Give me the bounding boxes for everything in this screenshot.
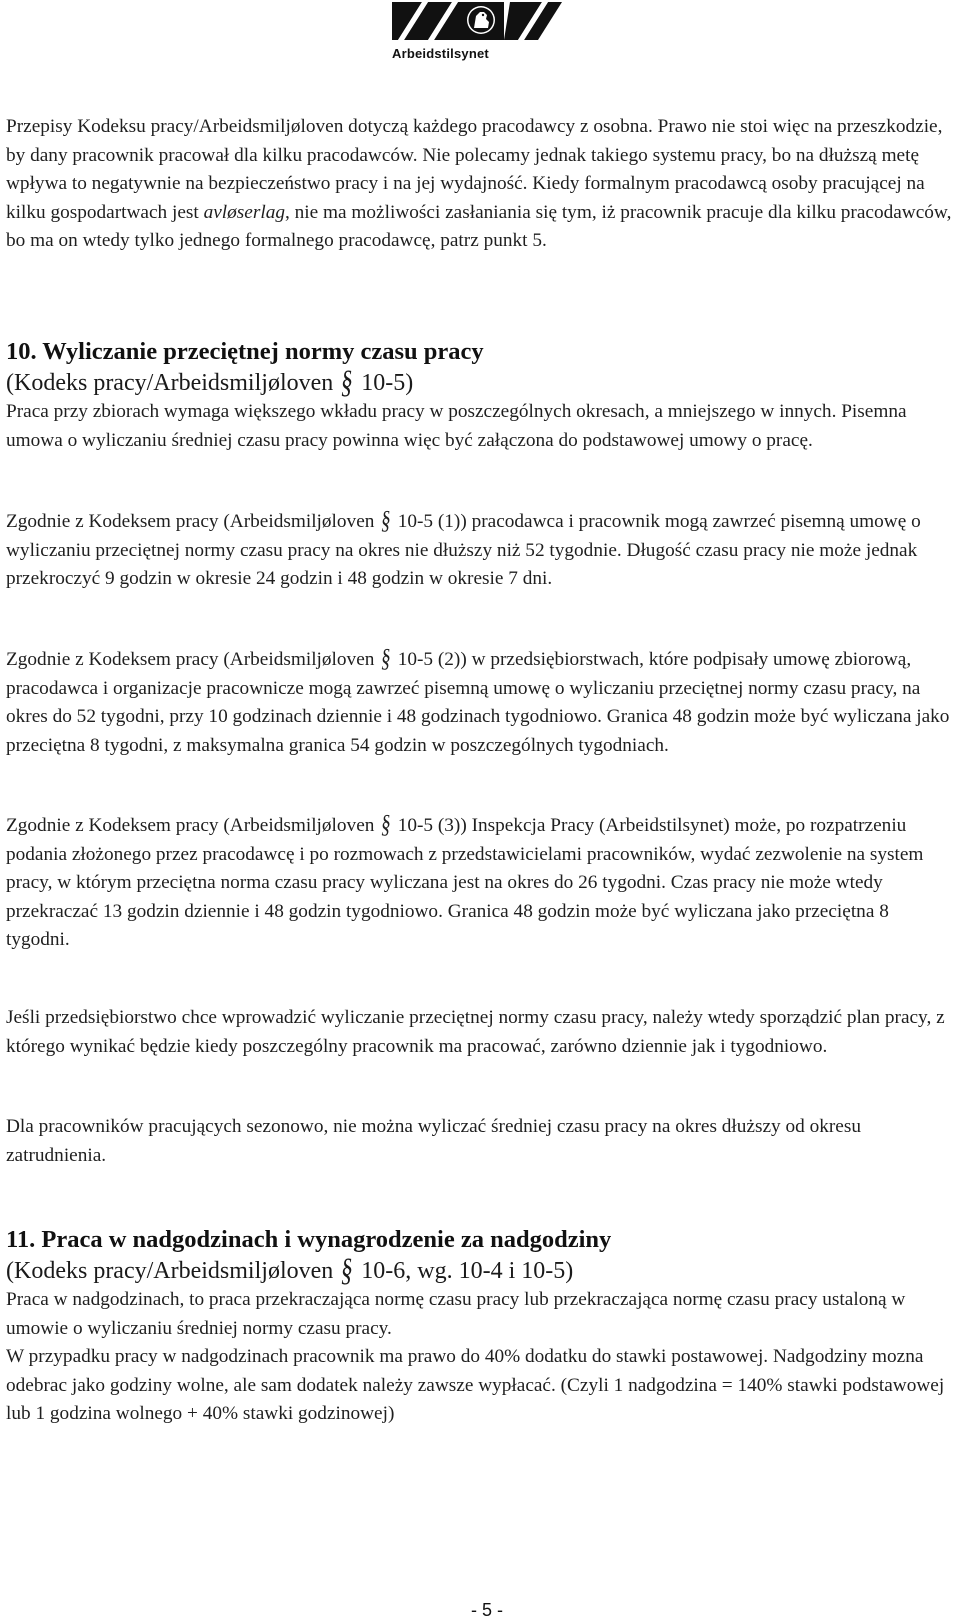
page-number: - 5 - [470, 1600, 503, 1620]
section-10-paragraph-6: Dla pracowników pracujących sezonowo, nie można wyliczać średniej czasu pracy na okres dłuższy od okresu zatrudnienia. [6, 1116, 862, 1166]
section-10-para-4-block [6, 812, 954, 955]
p3-text-b: 10-5 (2)) w przedsiębiorstwach, które podpisały umowę zbiorową, pracodawca i organizacje pracownicze mogą zawrzeć pisemną umowę o wyliczaniu przeciętnej normy czasu pracy, na okres do 52 tygodni, przy 10 godzinach dziennie i 48 godzinach tygodniowo. Granica 48 godzin może być wyliczana jako przeciętna 8 tygodni, z maksymalna granica 54 godzin w poszczególnych tygodniach. [6, 649, 950, 756]
section-11-paragraph-1: Praca w nadgodzinach, to praca przekraczająca normę czasu pracy lub przekraczająca normę czasu pracy ustaloną w umowie o wyliczaniu średniej normy czasu pracy. [6, 1289, 906, 1339]
arbeidstilsynet-logo [392, 2, 570, 62]
section-sign-icon: § [339, 365, 356, 401]
section-sign-icon: § [379, 645, 393, 674]
section-sign-icon: § [339, 1253, 356, 1289]
section-10-para-3-block [6, 646, 954, 760]
section-11 [6, 1224, 954, 1429]
logo-wordmark: Arbeidstilsynet [392, 46, 489, 61]
p2-text-b: 10-5 (1)) pracodawca i pracownik mogą zawrzeć pisemną umowę o wyliczaniu przeciętnej normy czasu pracy na okres nie dłuższy niż 52 tygodnie. Długość czasu pracy nie może jednak przekroczyć 9 godzin w okresie 24 godzin i 48 godzin w okresie 7 dni. [6, 511, 921, 590]
subheading-text-a: (Kodeks pracy/Arbeidsmiljøloven [6, 370, 334, 396]
subheading-text-b: 10-6, wg. 10-4 i 10-5) [361, 1258, 574, 1284]
section-10-paragraph-5: Jeśli przedsiębiorstwo chce wprowadzić wyliczanie przeciętnej normy czasu pracy, należy wtedy sporządzić plan pracy, z którego wynikać będzie kiedy poszczególny pracownik ma pracować, zarówno dziennie jak i tygodniowo. [6, 1007, 945, 1057]
section-10-subheading [6, 365, 954, 401]
section-10-para-5-block [6, 1004, 954, 1061]
section-10-para-2-block [6, 508, 954, 594]
p4-text-b: 10-5 (3)) Inspekcja Pracy (Arbeidstilsynet) może, po rozpatrzeniu podania złożonego przez pracodawcę i po rozmowach z przedstawicielami pracowników, wydać zezwolenie na system pracy, w którym przeciętna norma czasu pracy wyliczana jest na okres do 26 tygodni. Czas pracy nie może wtedy przekraczać 13 godzin dziennie i 48 godzin tygodniowo. Granica 48 godzin może być wyliczana jako przeciętna 8 tygodni. [6, 815, 924, 951]
section-11-paragraph-2: W przypadku pracy w nadgodzinach pracownik ma prawo do 40% dodatku do stawki postawowej. Nadgodziny mozna odebrac jako godziny wolne, ale sam dodatek należy zawsze wypłacać. (Czyli 1 nadgodzina = 140% stawki podstawowej lub 1 godzina wolnego + 40% stawki godzinowej) [6, 1346, 945, 1425]
logo-graphic [392, 2, 570, 46]
intro-text-a: Przepisy Kodeksu pracy/Arbeidsmiljøloven dotyczą każdego pracodawcy z osobna. Prawo nie stoi więc na przeszkodzie, by dany pracownik pracował dla kilku pracodawców. Nie polecamy jednak takiego systemu pracy, bo na dłuższą metę wpływa to negatywnie na bezpieczeństwo pracy i na jej wydajność. Kiedy formalnym pracodawcą osoby pracującej na kilku gospodartwach jest [6, 116, 943, 223]
p2-text-a: Zgodnie z Kodeksem pracy (Arbeidsmiljøloven [6, 511, 375, 532]
p3-text-a: Zgodnie z Kodeksem pracy (Arbeidsmiljøloven [6, 649, 375, 670]
section-10-heading: 10. Wyliczanie przeciętnej normy czasu pracy [6, 338, 484, 365]
subheading-text-b: 10-5) [361, 370, 414, 396]
p4-text-a: Zgodnie z Kodeksem pracy (Arbeidsmiljøloven [6, 815, 375, 836]
subheading-text-a: (Kodeks pracy/Arbeidsmiljøloven [6, 1258, 334, 1284]
intro-text-b: , nie ma możliwości zasłaniania się tym, iż pracownik pracuje dla kilku pracodawców, bo ma on wtedy tylko jednego formalnego pracodawcę, patrz punkt 5. [6, 201, 952, 252]
section-11-heading: 11. Praca w nadgodzinach i wynagrodzenie za nadgodziny [6, 1226, 612, 1253]
intro-block [6, 113, 954, 256]
section-10-paragraph-3 [6, 646, 954, 760]
intro-italic-term: avløserlag [203, 201, 286, 223]
section-sign-icon: § [379, 507, 393, 536]
section-10-paragraph-1: Praca przy zbiorach wymaga większego wkładu pracy w poszczególnych okresach, a mniejszego w innych. Pisemna umowa o wyliczaniu średniej czasu pracy powinna więc być załączona do podstawowej umowy o pracę. [6, 401, 907, 451]
intro-paragraph [6, 113, 954, 256]
section-11-subheading [6, 1253, 954, 1289]
section-10-para-6-block [6, 1113, 954, 1170]
section-10-paragraph-2 [6, 508, 954, 594]
section-10-paragraph-4 [6, 812, 954, 955]
section-10 [6, 336, 954, 455]
section-sign-icon: § [379, 811, 393, 840]
